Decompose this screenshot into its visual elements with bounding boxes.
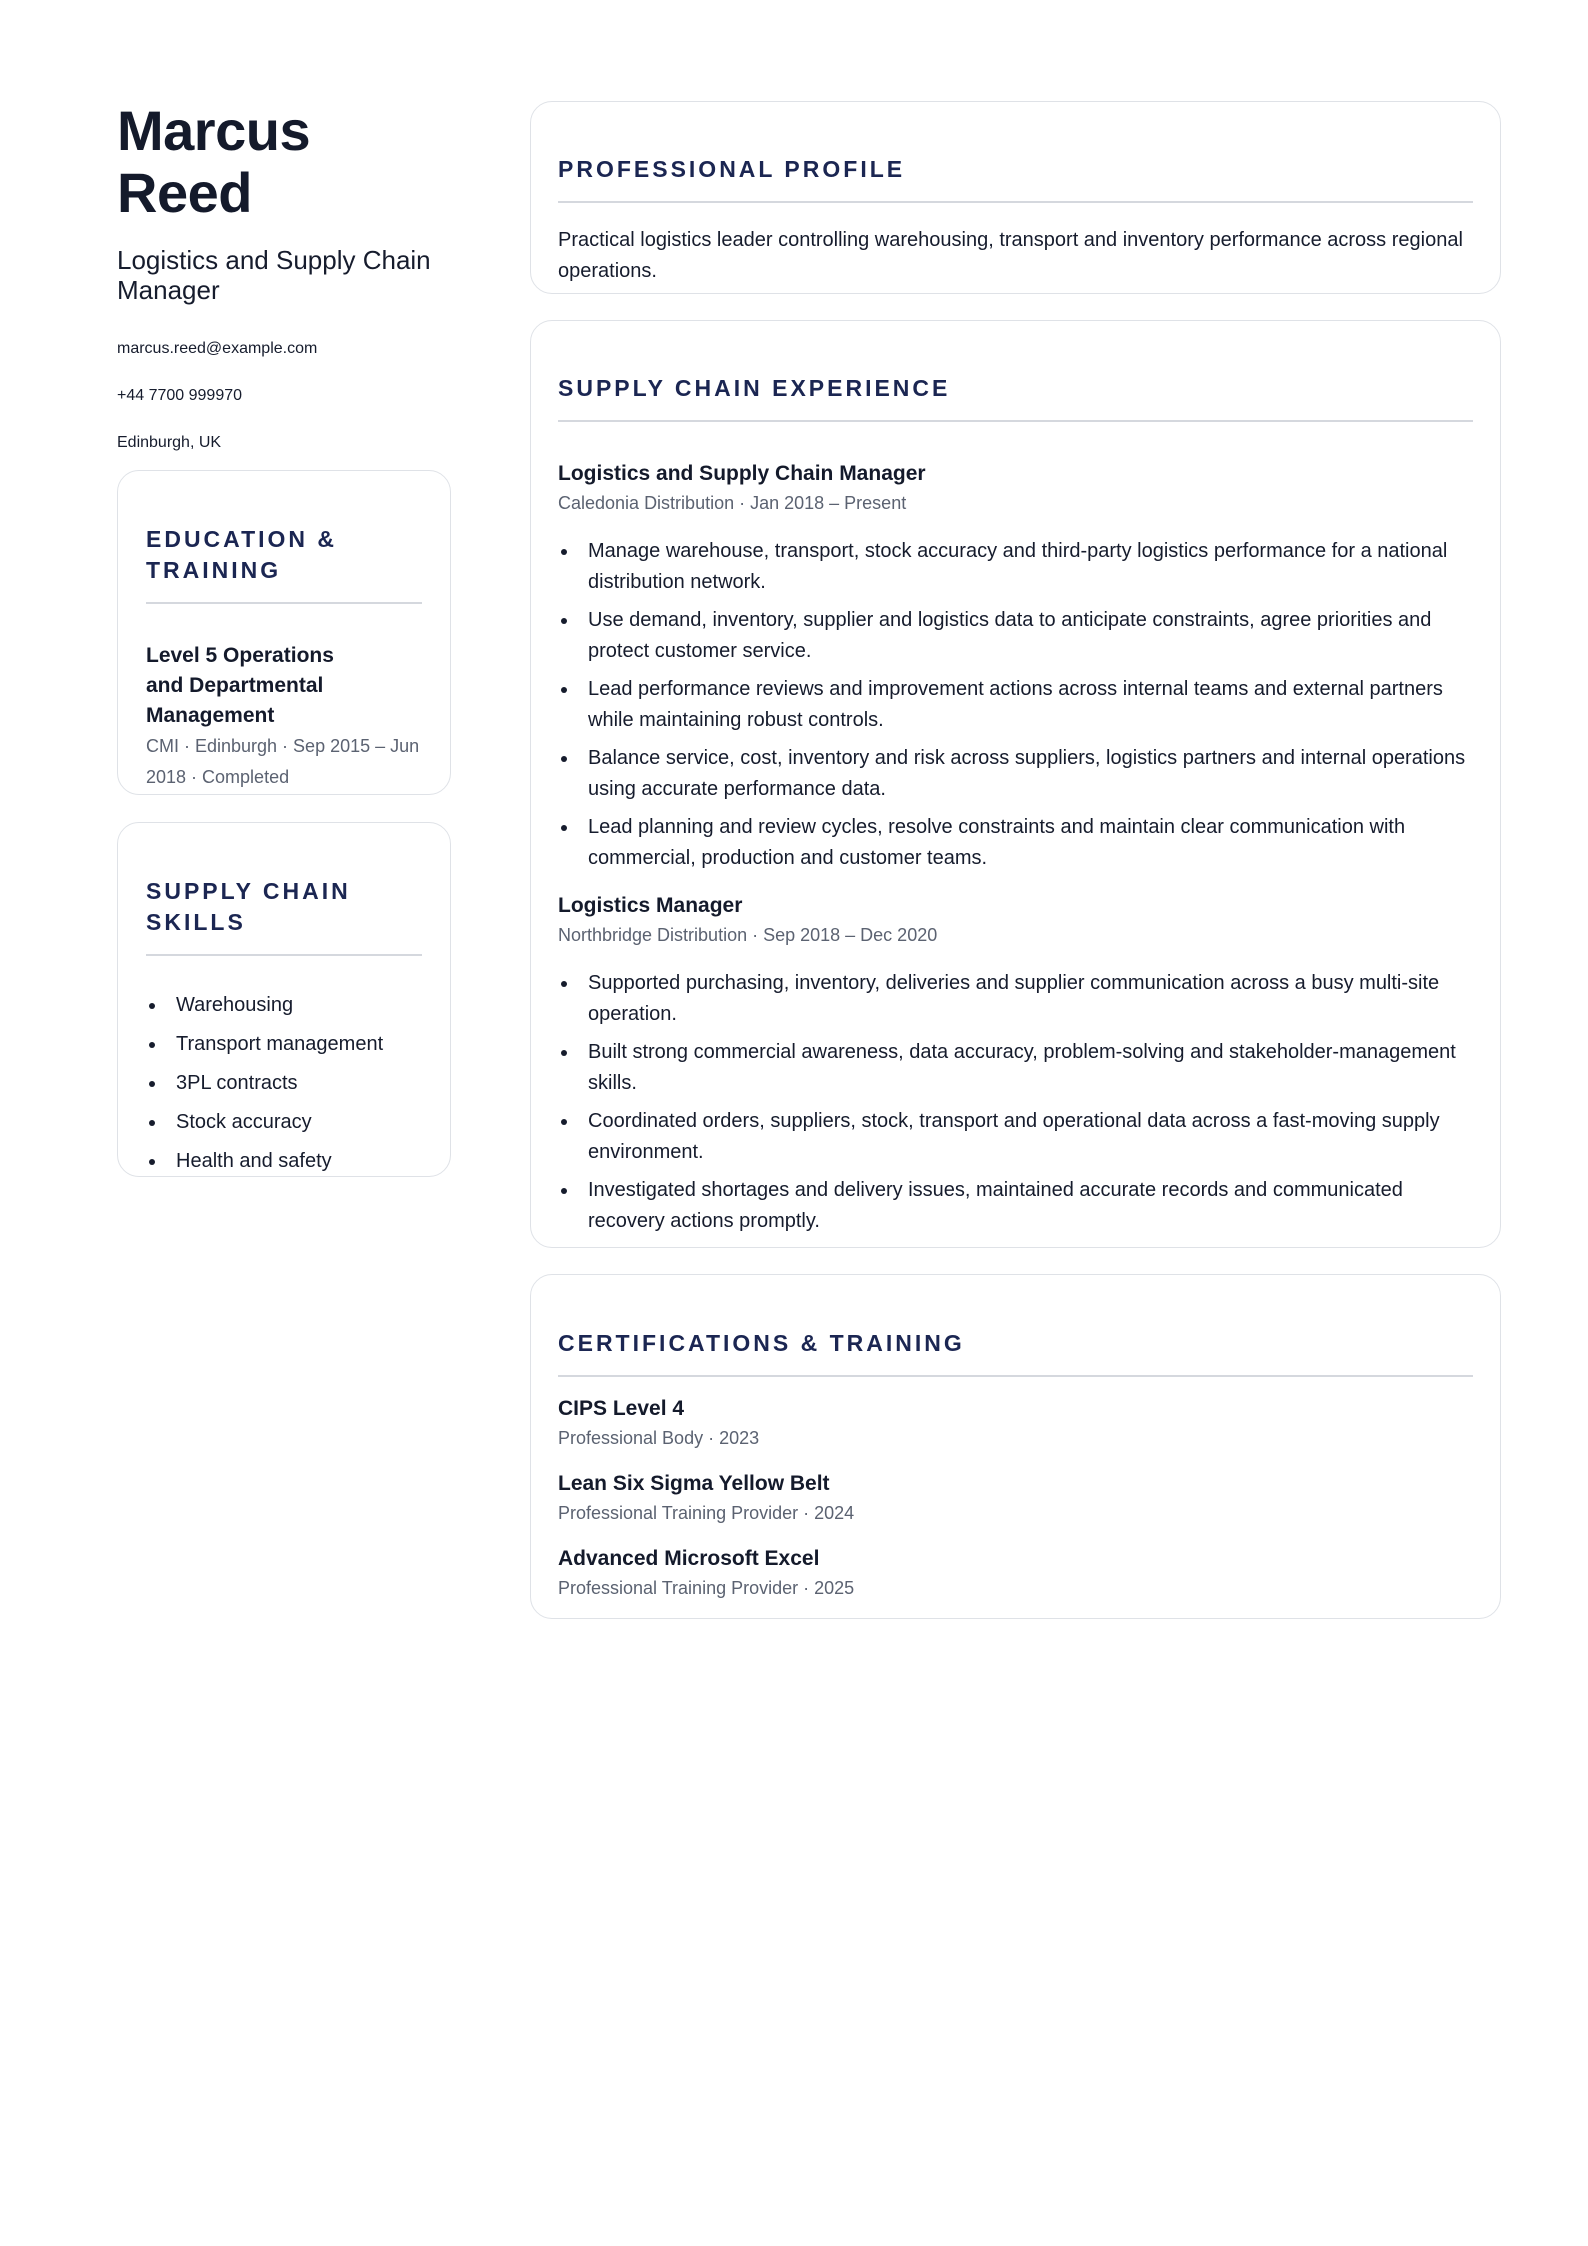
- job-bullets: [558, 968, 1473, 1237]
- skill-item: Stock accuracy: [146, 1103, 422, 1142]
- education-entry-meta: CMI · Edinburgh · Sep 2015 – Jun 2018 · Completed: [146, 736, 420, 787]
- job-meta: Caledonia Distribution · Jan 2018 – Present: [558, 493, 907, 513]
- skill-item: Transport management: [146, 1025, 422, 1064]
- experience-card: [530, 320, 1501, 1248]
- profile-card: [530, 101, 1501, 294]
- education-divider: [146, 602, 422, 604]
- certification-meta: Professional Body · 2023: [558, 1428, 760, 1448]
- candidate-name: Marcus Reed: [117, 99, 311, 224]
- skills-divider: [146, 954, 422, 956]
- job-bullet: Balance service, cost, inventory and risk across suppliers, logistics partners and internal operations using accurate performance data.: [558, 743, 1473, 805]
- certifications-card: [530, 1274, 1501, 1619]
- job-bullet: Supported purchasing, inventory, deliveries and supplier communication across a busy multi-site operation.: [558, 968, 1473, 1030]
- education-section-title: EDUCATION & TRAINING: [146, 526, 338, 583]
- profile-summary: Practical logistics leader controlling warehousing, transport and inventory performance across regional operations.: [558, 229, 1463, 282]
- job-bullet: Coordinated orders, suppliers, stock, transport and operational data across a fast-moving supply environment.: [558, 1106, 1473, 1168]
- skills-card: [117, 822, 451, 1177]
- job-bullet: Lead performance reviews and improvement actions across internal teams and external partners while maintaining robust controls.: [558, 674, 1473, 736]
- job-bullet: Investigated shortages and delivery issues, maintained accurate records and communicated recovery actions promptly.: [558, 1175, 1473, 1237]
- profile-section-title: PROFESSIONAL PROFILE: [558, 156, 906, 182]
- job-bullet: Manage warehouse, transport, stock accuracy and third-party logistics performance for a national distribution network.: [558, 536, 1473, 598]
- contact-location: Edinburgh, UK: [117, 434, 222, 452]
- job-meta: Northbridge Distribution · Sep 2018 – Dec 2020: [558, 925, 938, 945]
- contact-phone[interactable]: +44 7700 999970: [117, 387, 243, 405]
- certification-title: CIPS Level 4: [558, 1397, 685, 1420]
- skill-item: 3PL contracts: [146, 1064, 422, 1103]
- job-title: Logistics and Supply Chain Manager: [558, 462, 926, 485]
- job-entry: [558, 891, 1473, 1237]
- certifications-section-title: CERTIFICATIONS & TRAINING: [558, 1330, 965, 1356]
- job-bullets: [558, 536, 1473, 874]
- candidate-role: Logistics and Supply Chain Manager: [117, 245, 431, 306]
- profile-divider: [558, 201, 1473, 203]
- experience-section-title: SUPPLY CHAIN EXPERIENCE: [558, 375, 951, 401]
- skill-item: Warehousing: [146, 986, 422, 1025]
- experience-divider: [558, 420, 1473, 422]
- sidebar: [117, 100, 453, 453]
- certification-meta: Professional Training Provider · 2025: [558, 1578, 855, 1598]
- certification-entry: [558, 1394, 1473, 1452]
- skill-item: Health and safety: [146, 1142, 422, 1181]
- certification-entry: [558, 1544, 1473, 1602]
- job-title: Logistics Manager: [558, 894, 743, 917]
- skills-list: [146, 986, 422, 1181]
- job-bullet: Use demand, inventory, supplier and logistics data to anticipate constraints, agree priorities and protect customer service.: [558, 605, 1473, 667]
- certification-title: Advanced Microsoft Excel: [558, 1547, 820, 1570]
- certification-meta: Professional Training Provider · 2024: [558, 1503, 855, 1523]
- contact-email[interactable]: marcus.reed@example.com: [117, 340, 318, 358]
- certification-title: Lean Six Sigma Yellow Belt: [558, 1472, 830, 1495]
- education-card: [117, 470, 451, 795]
- education-entry-title: Level 5 Operations and Departmental Management: [146, 644, 334, 727]
- job-bullet: Built strong commercial awareness, data accuracy, problem-solving and stakeholder-management skills.: [558, 1037, 1473, 1099]
- certifications-divider: [558, 1375, 1473, 1377]
- skills-section-title: SUPPLY CHAIN SKILLS: [146, 878, 351, 935]
- certification-entry: [558, 1469, 1473, 1527]
- job-bullet: Lead planning and review cycles, resolve constraints and maintain clear communication with commercial, production and customer teams.: [558, 812, 1473, 874]
- job-entry: [558, 459, 1473, 874]
